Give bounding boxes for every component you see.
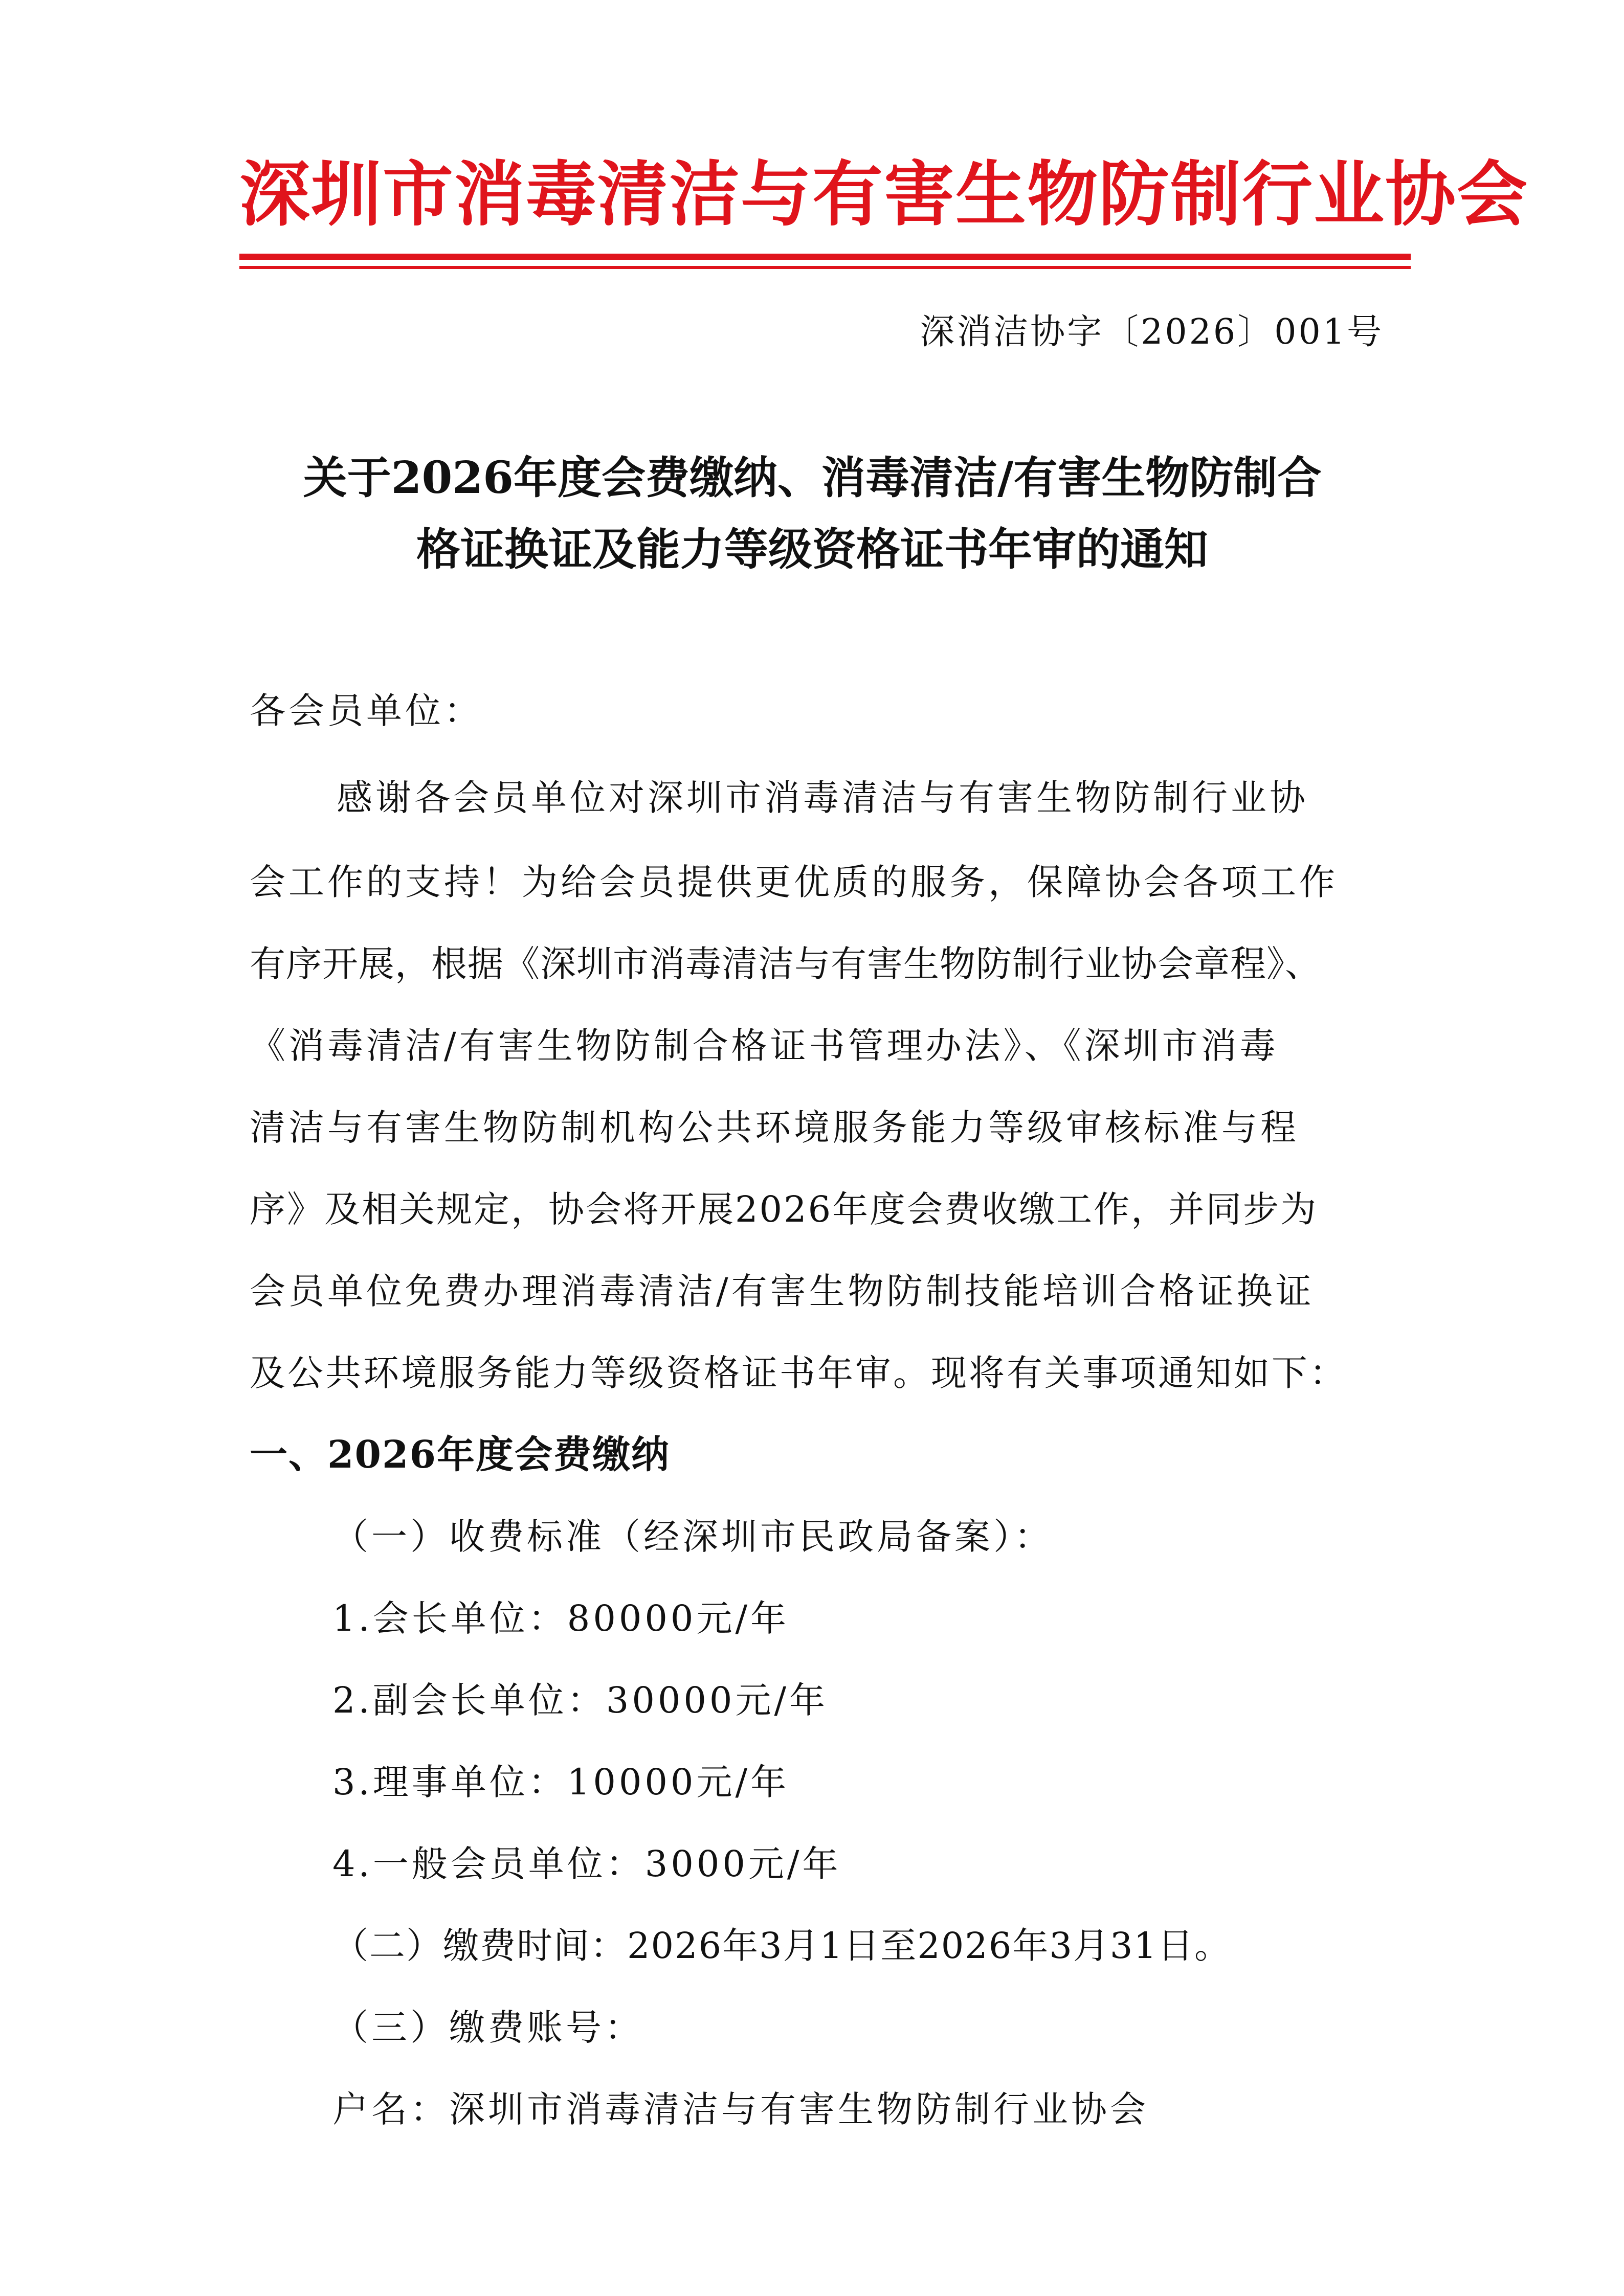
intro-line: 有序开展，根据《深圳市消毒清洁与有害生物防制行业协会章程》、 bbox=[250, 943, 1321, 985]
fee-item: 4.一般会员单位：3000元/年 bbox=[332, 1843, 841, 1885]
notice-title-line-1: 关于2026年度会费缴纳、消毒清洁/有害生物防制合 bbox=[303, 452, 1322, 504]
letterhead-rule-thin bbox=[239, 266, 1411, 269]
fee-item: 3.理事单位：10000元/年 bbox=[332, 1761, 790, 1803]
intro-line: 及公共环境服务能力等级资格证书年审。现将有关事项通知如下： bbox=[250, 1352, 1347, 1394]
organization-letterhead: 深圳市消毒清洁与有害生物防制行业协会 bbox=[239, 152, 1529, 236]
fee-item: 1.会长单位：80000元/年 bbox=[332, 1597, 790, 1639]
fee-item: 2.副会长单位：30000元/年 bbox=[332, 1679, 829, 1721]
salutation: 各会员单位： bbox=[250, 690, 483, 732]
intro-line: 《消毒清洁/有害生物防制合格证书管理办法》、《深圳市消毒 bbox=[250, 1025, 1279, 1067]
notice-title-line-2: 格证换证及能力等级资格证书年审的通知 bbox=[416, 524, 1208, 575]
letterhead-rule-thick bbox=[239, 254, 1411, 260]
intro-line: 清洁与有害生物防制机构公共环境服务能力等级审核标准与程 bbox=[250, 1107, 1299, 1149]
account-label: （三）缴费账号： bbox=[332, 2007, 643, 2049]
intro-line: 感谢各会员单位对深圳市消毒清洁与有害生物防制行业协 bbox=[337, 777, 1308, 819]
section-heading: 一、2026年度会费缴纳 bbox=[250, 1433, 670, 1477]
account-name: 户名：深圳市消毒清洁与有害生物防制行业协会 bbox=[332, 2088, 1149, 2130]
payment-time: （二）缴费时间：2026年3月1日至2026年3月31日。 bbox=[332, 1925, 1231, 1967]
fee-standard-label: （一）收费标准（经深圳市民政局备案）： bbox=[332, 1516, 1053, 1558]
intro-line: 序》及相关规定，协会将开展2026年度会费收缴工作，并同步为 bbox=[250, 1188, 1318, 1230]
document-number: 深消洁协字〔2026〕001号 bbox=[920, 312, 1384, 352]
intro-line: 会员单位免费办理消毒清洁/有害生物防制技能培训合格证换证 bbox=[250, 1270, 1315, 1312]
intro-line: 会工作的支持！为给会员提供更优质的服务，保障协会各项工作 bbox=[250, 861, 1338, 903]
